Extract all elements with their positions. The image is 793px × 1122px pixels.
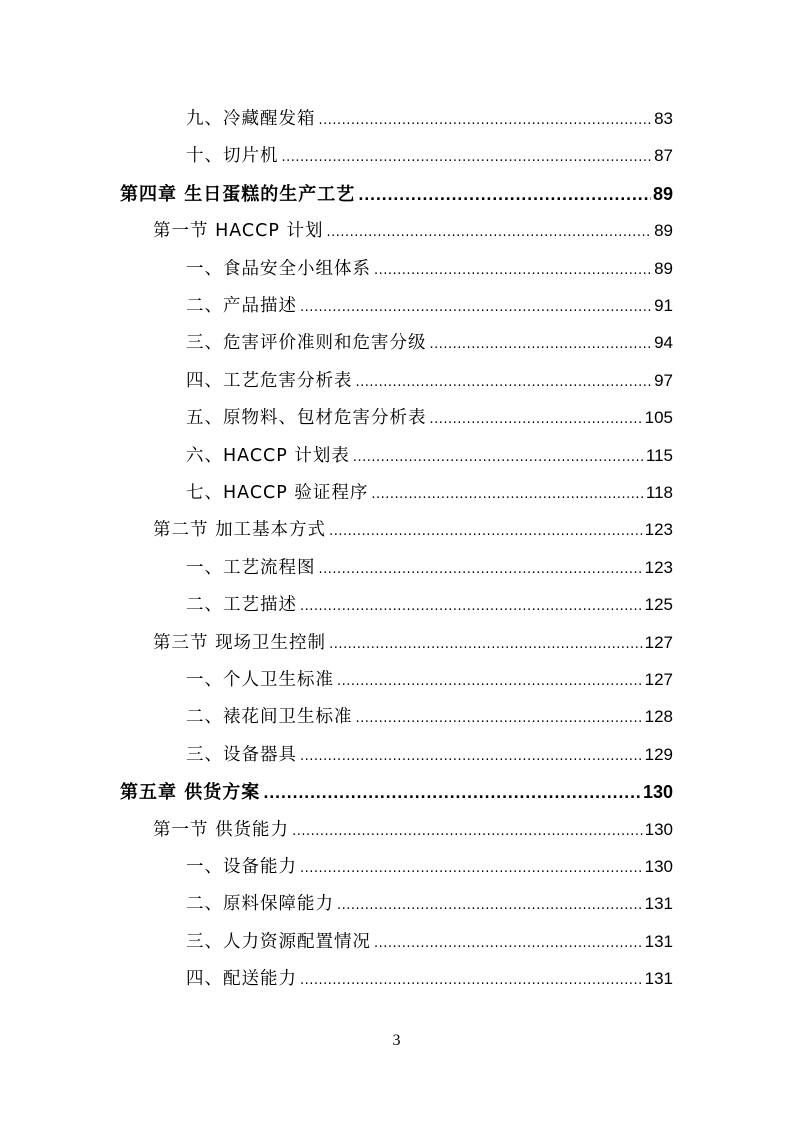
toc-item-entry[interactable] xyxy=(186,702,673,732)
toc-entry-page: 130 xyxy=(642,782,673,803)
toc-item-entry[interactable] xyxy=(186,141,673,171)
toc-entry-title: 第一节 供货能力 xyxy=(153,819,290,840)
toc-entry-page: 131 xyxy=(644,931,673,951)
toc-dot-leader xyxy=(326,218,652,248)
toc-section-entry[interactable] xyxy=(153,216,673,246)
toc-item-entry[interactable] xyxy=(186,590,673,620)
toc-entry-title: 二、工艺描述 xyxy=(186,595,297,616)
toc-entry-page: 131 xyxy=(644,894,673,914)
toc-dot-leader xyxy=(371,480,644,510)
toc-entry-page: 127 xyxy=(644,670,673,689)
toc-entry-title: 第五章 供货方案 xyxy=(120,782,261,804)
toc-entry-title: 七、HACCP 验证程序 xyxy=(186,483,369,503)
toc-item-entry[interactable] xyxy=(186,366,673,396)
toc-entry-title: 一、食品安全小组体系 xyxy=(186,258,371,279)
toc-item-entry[interactable] xyxy=(186,852,673,882)
toc-dot-leader xyxy=(430,405,643,435)
toc-entry-page: 123 xyxy=(644,557,673,577)
toc-entry-page: 105 xyxy=(644,408,673,428)
toc-dot-leader xyxy=(300,854,643,884)
toc-item-entry[interactable] xyxy=(186,254,673,284)
toc-item-entry[interactable] xyxy=(186,889,673,919)
toc-entry-page: 130 xyxy=(644,857,673,876)
toc-dot-leader xyxy=(374,929,643,959)
toc-dot-leader xyxy=(329,630,643,660)
toc-entry-page: 91 xyxy=(654,296,673,315)
toc-entry-title: 二、原料保障能力 xyxy=(186,894,334,915)
toc-entry-page: 128 xyxy=(644,707,673,727)
toc-section-entry[interactable] xyxy=(153,515,673,545)
toc-entry-page: 129 xyxy=(644,744,673,764)
toc-dot-leader xyxy=(282,143,653,173)
toc-entry-page: 115 xyxy=(645,445,673,465)
toc-entry-title: 四、工艺危害分析表 xyxy=(186,370,353,391)
page-number: 3 xyxy=(392,1032,401,1049)
toc-entry-title: 第一节 HACCP 计划 xyxy=(153,221,324,242)
toc-entry-title: 二、产品描述 xyxy=(186,296,297,316)
toc-entry-page: 131 xyxy=(644,969,673,989)
toc-entry-page: 94 xyxy=(654,333,673,353)
toc-dot-leader xyxy=(300,966,643,996)
toc-dot-leader xyxy=(356,704,643,734)
toc-entry-title: 五、原物料、包材危害分析表 xyxy=(186,408,427,429)
toc-dot-leader xyxy=(374,256,652,286)
toc-entry-title: 三、人力资源配置情况 xyxy=(186,931,371,952)
toc-section-entry[interactable] xyxy=(153,815,673,845)
toc-entry-page: 118 xyxy=(645,483,673,502)
toc-item-entry[interactable] xyxy=(186,104,673,134)
toc-dot-leader xyxy=(356,368,653,398)
toc-item-entry[interactable] xyxy=(186,927,673,957)
toc-dot-leader xyxy=(337,667,643,697)
toc-entry-page: 89 xyxy=(654,258,673,278)
toc-dot-leader xyxy=(292,817,643,847)
toc-entry-title: 三、设备器具 xyxy=(186,744,297,765)
toc-item-entry[interactable] xyxy=(186,478,673,508)
toc-entry-title: 第四章 生日蛋糕的生产工艺 xyxy=(120,183,356,205)
toc-entry-page: 130 xyxy=(644,819,673,839)
toc-entry-title: 第三节 现场卫生控制 xyxy=(153,632,327,653)
toc-entry-title: 四、配送能力 xyxy=(186,969,297,990)
toc-chapter-entry[interactable] xyxy=(120,179,673,209)
toc-entry-title: 二、裱花间卫生标准 xyxy=(186,707,353,728)
toc-entry-page: 123 xyxy=(644,520,673,540)
toc-entry-title: 一、设备能力 xyxy=(186,857,297,877)
toc-dot-leader xyxy=(300,592,643,622)
toc-entry-title: 第二节 加工基本方式 xyxy=(153,520,327,541)
toc-item-entry[interactable] xyxy=(186,964,673,994)
toc-dot-leader xyxy=(300,742,643,772)
toc-dot-leader xyxy=(329,517,643,547)
toc-entry-page: 89 xyxy=(654,221,673,241)
toc-entry-title: 九、冷藏醒发箱 xyxy=(186,109,316,129)
toc-item-entry[interactable] xyxy=(186,291,673,321)
toc-dot-leader xyxy=(300,293,652,323)
toc-dot-leader xyxy=(319,106,653,136)
toc-entry-page: 125 xyxy=(644,595,673,615)
toc-section-entry[interactable] xyxy=(153,628,673,658)
toc-item-entry[interactable] xyxy=(186,441,673,471)
toc-entry-page: 97 xyxy=(654,370,673,390)
toc-dot-leader xyxy=(358,181,651,211)
toc-item-entry[interactable] xyxy=(186,665,673,695)
toc-entry-title: 六、HACCP 计划表 xyxy=(186,445,350,466)
toc-entry-title: 三、危害评价准则和危害分级 xyxy=(186,333,427,354)
toc-entry-page: 83 xyxy=(654,109,673,128)
toc-entry-page: 89 xyxy=(652,183,673,204)
toc-entry-title: 一、工艺流程图 xyxy=(186,557,316,578)
toc-dot-leader xyxy=(319,555,643,585)
toc-dot-leader xyxy=(353,443,644,473)
toc-item-entry[interactable] xyxy=(186,553,673,583)
toc-entry-title: 一、个人卫生标准 xyxy=(186,670,334,690)
toc-entry-page: 127 xyxy=(644,632,673,652)
toc-entry-title: 十、切片机 xyxy=(186,146,279,167)
toc-dot-leader xyxy=(430,330,653,360)
toc-entry-page: 87 xyxy=(654,146,673,166)
toc-item-entry[interactable] xyxy=(186,328,673,358)
toc-chapter-entry[interactable] xyxy=(120,777,673,807)
toc-dot-leader xyxy=(263,779,641,809)
toc-item-entry[interactable] xyxy=(186,740,673,770)
toc-item-entry[interactable] xyxy=(186,403,673,433)
toc-dot-leader xyxy=(337,891,643,921)
